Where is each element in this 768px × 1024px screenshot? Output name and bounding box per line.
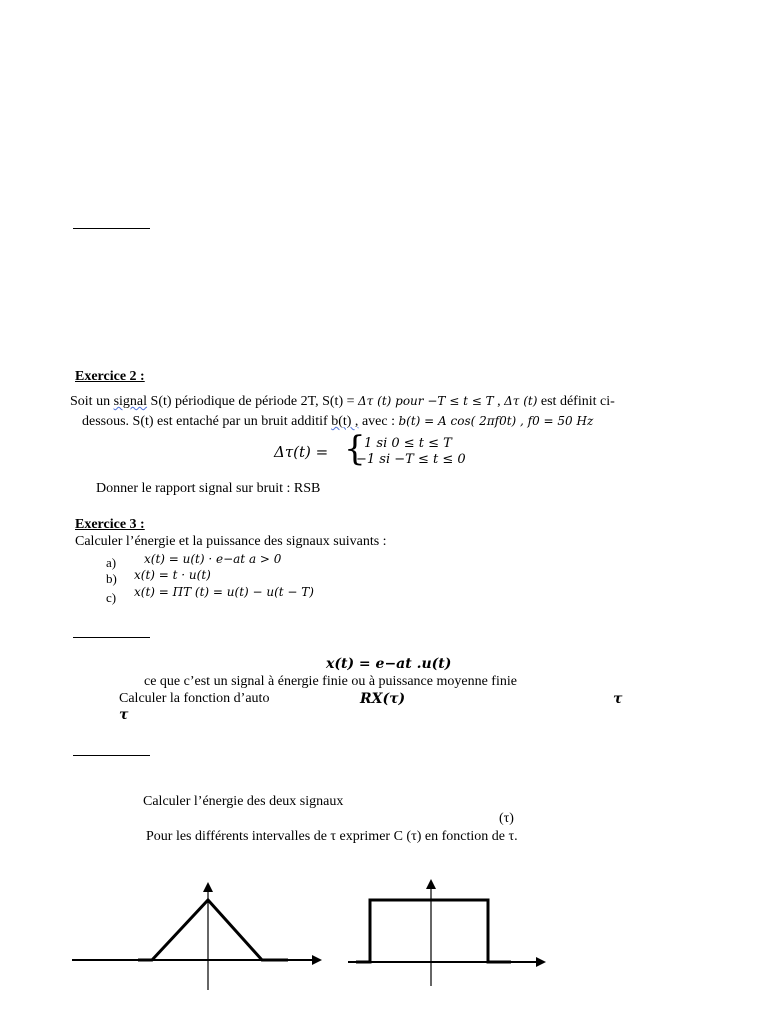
text: S(t) périodique de période 2T, S(t) = [147, 394, 359, 409]
exercise-4-line-1: ce que c’est un signal à énergie finie ou à puissance moyenne finie [144, 674, 517, 689]
delta-lhs: Δτ(t) = [274, 443, 329, 461]
formula: Δτ (t) [504, 394, 538, 408]
item-label: a) [106, 555, 117, 570]
text: , [493, 394, 505, 409]
x-axis-arrow [536, 957, 546, 967]
item-formula: x(t) = ΠT (t) = u(t) − u(t − T) [134, 585, 314, 599]
item-label: c) [106, 590, 117, 605]
exercise-5-line-1: Calculer l’énergie des deux signaux [143, 794, 344, 809]
section-divider [73, 637, 150, 638]
exercise-5-tau: (τ) [499, 811, 514, 826]
case-2: −1 si −T ≤ t ≤ 0 [356, 452, 466, 467]
y-axis-arrow [203, 882, 213, 892]
case-1: 1 si 0 ≤ t ≤ T [364, 436, 452, 451]
tau-left: τ [119, 707, 129, 723]
section-divider [73, 755, 150, 756]
y-axis-arrow [426, 879, 436, 889]
exercise-2-title: Exercice 2 : [75, 369, 145, 384]
exercise-4-formula: x(t) = e−at .u(t) [326, 656, 452, 672]
item-formula: x(t) = u(t) · e−at a > 0 [144, 552, 282, 566]
exercise-5-line-2: Pour les différents intervalles de τ exprimer C (τ) en fonction de τ. [146, 829, 518, 844]
rectangle-signal-figure [348, 876, 548, 996]
exercise-4-line-2: Calculer la fonction d’auto [119, 691, 270, 706]
brace: { [344, 429, 366, 469]
section-divider [73, 228, 150, 229]
text: est définit ci- [537, 394, 615, 409]
exercise-3-title: Exercice 3 : [75, 517, 145, 532]
x-axis-arrow [312, 955, 322, 965]
exercise-2-line-1 [70, 394, 615, 410]
text: avec : [358, 414, 399, 429]
item-formula: x(t) = t · u(t) [134, 568, 211, 582]
text: Soit un [70, 394, 114, 409]
item-label: b) [106, 571, 117, 586]
exercise-2-line-2 [82, 414, 593, 430]
triangle-signal-figure [72, 878, 322, 998]
text: signal [113, 394, 148, 409]
formula: Δτ (t) pour −T ≤ t ≤ T [358, 394, 494, 408]
text: b(t) , [331, 414, 359, 429]
tau-right: τ [613, 691, 623, 707]
exercise-2-question: Donner le rapport signal sur bruit : RSB [96, 481, 321, 496]
autocorrelation-symbol: RX(τ) [360, 691, 406, 707]
formula: b(t) = A cos( 2πf0t) , f0 = 50 Hz [398, 414, 594, 428]
exercise-3-intro: Calculer l’énergie et la puissance des signaux suivants : [75, 534, 387, 549]
rectangle-curve [356, 900, 511, 962]
text: dessous. S(t) est entaché par un bruit additif [82, 414, 332, 429]
triangle-curve [138, 900, 288, 960]
